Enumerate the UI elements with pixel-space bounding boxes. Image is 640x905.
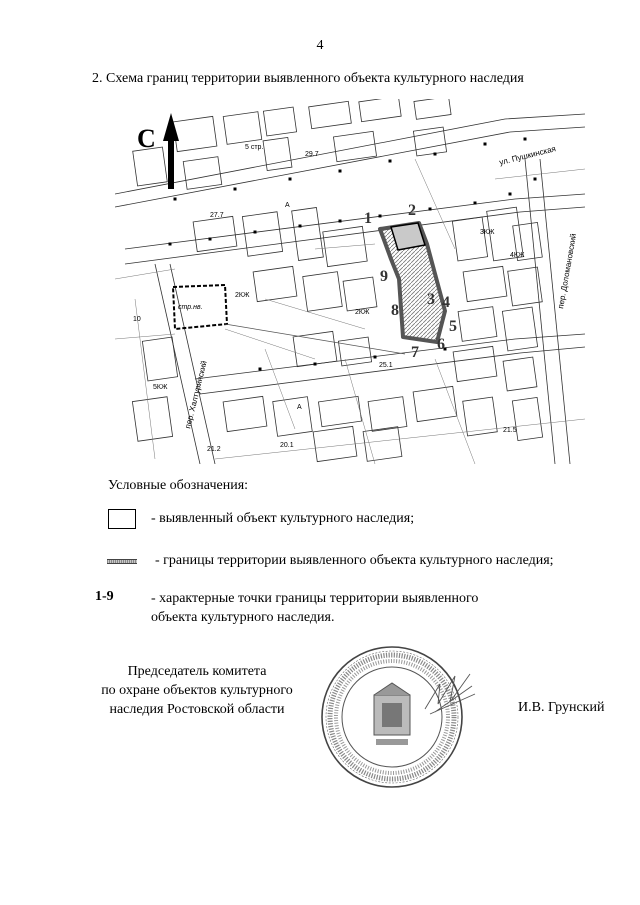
street-label-dolomanovsky: пер. Доломановский — [556, 232, 579, 310]
street-pole — [339, 170, 342, 173]
legend-points-line1: - характерные точки границы территории выявленного — [151, 591, 479, 606]
street-pole — [174, 198, 177, 201]
street-pole — [259, 368, 262, 371]
position-line-3: наследия Ростовской области — [109, 702, 285, 717]
street-pole — [289, 178, 292, 181]
building-label: стр.нв. — [178, 304, 203, 311]
point-label-1: 1 — [364, 210, 372, 227]
street-pole — [209, 238, 212, 241]
elevation-label: 20.1 — [280, 442, 294, 449]
seal-emblem — [374, 683, 410, 745]
elevation-label: 21.2 — [207, 446, 221, 453]
street-pole — [169, 243, 172, 246]
handwritten-signature — [420, 664, 480, 724]
point-label-5: 5 — [449, 318, 457, 335]
street-pole — [429, 208, 432, 211]
street-pole — [474, 202, 477, 205]
legend-boundary-symbol — [107, 559, 137, 564]
point-label-6: 6 — [437, 336, 445, 353]
building-label: 2КЖ — [355, 309, 370, 316]
point-label-4: 4 — [442, 294, 450, 311]
elevation-label: 29.7 — [305, 151, 319, 158]
street-pole — [534, 178, 537, 181]
street-pole — [379, 215, 382, 218]
point-label-7: 7 — [411, 344, 419, 361]
street-pole — [524, 138, 527, 141]
page-number: 4 — [316, 38, 324, 53]
building-label: 2КЖ — [235, 292, 250, 299]
street-pole — [484, 143, 487, 146]
street-pole — [374, 356, 377, 359]
street-pole — [509, 193, 512, 196]
point-label-3: 3 — [427, 291, 435, 308]
street-pole — [434, 153, 437, 156]
street-label-pushkinskaya: ул. Пушкинская — [498, 144, 557, 167]
elevation-label: 21.5 — [503, 427, 517, 434]
street-pole — [234, 188, 237, 191]
point-label-8: 8 — [391, 302, 399, 319]
legend-object-symbol — [108, 509, 136, 529]
elevation-label: 25.1 — [379, 362, 393, 369]
building-label: 5КЖ — [153, 384, 168, 391]
legend-points-text — [151, 589, 478, 627]
boundary-map — [115, 99, 585, 464]
legend-object-text: - выявленный объект культурного наследия; — [151, 511, 415, 526]
heritage-object — [391, 223, 425, 250]
building-label: 5 стр. — [245, 144, 264, 151]
elevation-label: 27.7 — [210, 212, 224, 219]
street-pole — [314, 363, 317, 366]
signatory-name: И.В. Грунский — [518, 700, 605, 715]
building-label: А — [297, 404, 302, 411]
street-pole — [389, 160, 392, 163]
legend-points-line2: объекта культурного наследия. — [151, 610, 335, 625]
scheme-heading: 2. Схема границ территории выявленного объекта культурного наследия — [92, 71, 524, 86]
legend-boundary-text: - границы территории выявленного объекта культурного наследия; — [155, 553, 554, 568]
point-label-2: 2 — [408, 202, 416, 219]
street-pole — [299, 225, 302, 228]
street-label-khalturinsky: пер. Халтуринский — [183, 359, 209, 430]
point-label-9: 9 — [380, 268, 388, 285]
building-label: А — [285, 202, 290, 209]
street-pole — [254, 231, 257, 234]
position-line-1: Председатель комитета — [127, 664, 267, 679]
legend-points-label: 1-9 — [95, 589, 114, 604]
position-line-2: по охране объектов культурного — [101, 683, 293, 698]
legend-title: Условные обозначения: — [108, 478, 249, 493]
north-letter: С — [137, 124, 156, 153]
building-label: 10 — [133, 316, 141, 323]
street-pole — [339, 220, 342, 223]
signatory-position — [88, 662, 306, 719]
building-label: 3КЖ — [480, 229, 495, 236]
building-label: 4КЖ — [510, 252, 525, 259]
